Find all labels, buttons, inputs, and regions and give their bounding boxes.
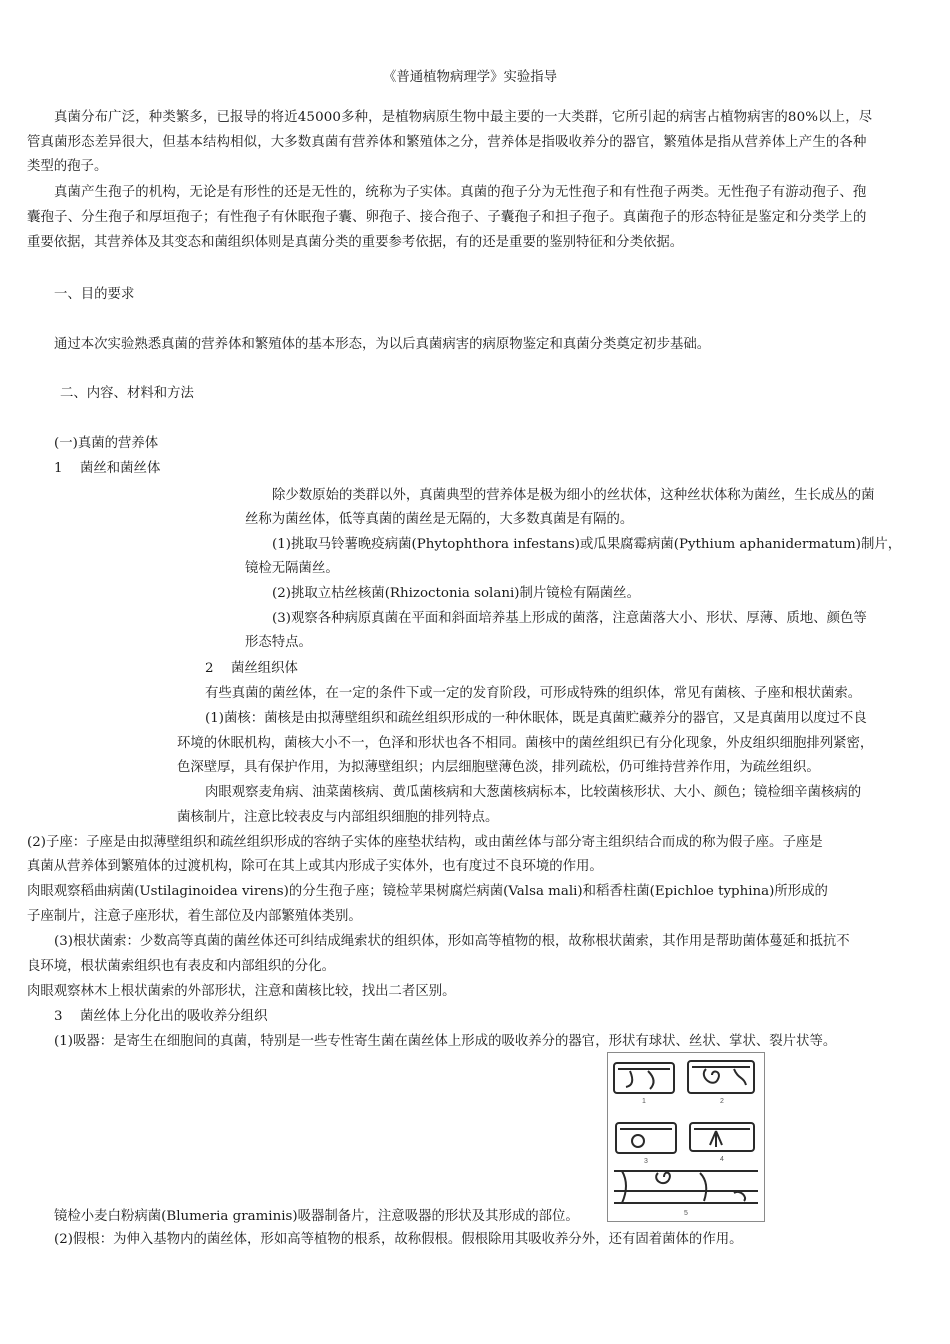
intro-p2-line3: 重要依据，其营养体及其变态和菌组织体则是真菌分类的重要参考依据，有的还是重要的鉴别特征和分类依据。 [27, 235, 684, 250]
rhizomorph-line3: 肉眼观察林木上根状菌索的外部形状，注意和菌核比较，找出二者区别。 [27, 984, 456, 999]
stroma-line3: 肉眼观察稻曲病菌(Ustilaginoidea virens)的分生孢子座；镜检苹果树腐烂病菌(Valsa mali)和稻香柱菌(Epichloe typhina)所形成的 [27, 884, 828, 899]
item1-step3: (3)观察各种病原真菌在平面和斜面培养基上形成的菌落，注意菌落大小、形状、厚薄、质地、颜色等 [272, 611, 867, 626]
intro-p2-line2: 囊孢子、分生孢子和厚垣孢子；有性孢子有休眠孢子囊、卵孢子、接合孢子、子囊孢子和担子孢子。真菌孢子的形态特征是鉴定和分类学上的 [27, 210, 867, 225]
item1-step2: (2)挑取立枯丝核菌(Rhizoctonia solani)制片镜检有隔菌丝。 [272, 586, 640, 601]
haustoria-illustration [608, 1053, 764, 1221]
item1-step1: (1)挑取马铃薯晚疫病菌(Phytophthora infestans)或瓜果腐霉病菌(Pythium aphanidermatum)制片， [272, 537, 902, 552]
figure-label-5: 5 [684, 1210, 688, 1217]
subsection-vegetative: (一)真菌的营养体 [54, 436, 159, 451]
item2-para: 有些真菌的菌丝体，在一定的条件下或一定的发育阶段，可形成特殊的组织体，常见有菌核、子座和根状菌索。 [205, 686, 862, 701]
item1-para-line2: 丝称为菌丝体，低等真菌的菌丝是无隔的，大多数真菌是有隔的。 [245, 512, 634, 527]
item1-number: 1 [54, 461, 63, 476]
sclerotium-line3: 色深壁厚，具有保护作用，为拟薄壁组织；内层细胞壁薄色淡，排列疏松，仍可维持营养作用，为疏丝组织。 [177, 760, 820, 775]
item1-step1-cont: 镜检无隔菌丝。 [245, 561, 339, 576]
intro-p1-line2: 管真菌形态差异很大，但基本结构相似，大多数真菌有营养体和繁殖体之分，营养体是指吸收养分的器官，繁殖体是指从营养体上产生的各种 [27, 135, 867, 150]
figure-label-4: 4 [720, 1156, 724, 1163]
item1-para-line1: 除少数原始的类群以外，真菌典型的营养体是极为细小的丝状体，这种丝状体称为菌丝，生长成丛的菌 [272, 488, 875, 503]
item1-title: 菌丝和菌丝体 [80, 461, 161, 476]
item2-title: 菌丝组织体 [231, 661, 298, 676]
item3-title: 菌丝体上分化出的吸收养分组织 [80, 1009, 268, 1024]
figure-label-1: 1 [642, 1098, 646, 1105]
sclerotium-line1: (1)菌核：菌核是由拟薄壁组织和疏丝组织形成的一种休眠体，既是真菌贮藏养分的器官，又是真菌用以度过不良 [205, 711, 867, 726]
figure-label-2: 2 [720, 1098, 724, 1105]
haustorium-panel-4 [690, 1123, 754, 1151]
section1-heading: 一、目的要求 [54, 287, 135, 302]
stroma-line1: (2)子座：子座是由拟薄壁组织和疏丝组织形成的容纳子实体的座垫状结构，或由菌丝体与部分寄主组织结合而成的称为假子座。子座是 [27, 835, 823, 850]
intro-p1-line3: 类型的孢子。 [27, 159, 108, 174]
page-title: 《普通植物病理学》实验指导 [383, 70, 558, 85]
sclerotium-line2: 环境的休眠机构，菌核大小不一，色泽和形状也各不相同。菌核中的菌丝组织已有分化现象，外皮组织细胞排列紧密， [177, 736, 874, 751]
haustorium-panel-3 [616, 1123, 676, 1153]
section2-heading: 二、内容、材料和方法 [60, 386, 194, 401]
haustorium-panel-2 [688, 1061, 754, 1093]
intro-p1-line1: 真菌分布广泛，种类繁多，已报导的将近45000多种，是植物病原生物中最主要的一大类群，它所引起的病害占植物病害的80%以上，尽 [54, 110, 873, 125]
haustoria-figure [607, 1052, 765, 1222]
rhizomorph-line2: 良环境，根状菌索组织也有表皮和内部组织的分化。 [27, 959, 335, 974]
item1-step3-cont: 形态特点。 [245, 635, 312, 650]
rhizomorph-line1: (3)根状菌索：少数高等真菌的菌丝体还可纠结成绳索状的组织体，形如高等植物的根，故称根状菌索，其作用是帮助菌体蔓延和抵抗不 [54, 934, 850, 949]
haustorium-panel-5 [614, 1171, 758, 1203]
haustoria-text: (1)吸器：是寄生在细胞间的真菌，特别是一些专性寄生菌在菌丝体上形成的吸收养分的器官，形状有球状、丝状、掌状、裂片状等。 [54, 1034, 837, 1049]
rhizoid-text: (2)假根：为伸入基物内的菌丝体，形如高等植物的根系，故称假根。假根除用其吸收养分外，还有固着菌体的作用。 [54, 1232, 743, 1247]
haustorium-panel-1 [614, 1063, 674, 1093]
stroma-line4: 子座制片，注意子座形状，着生部位及内部繁殖体类别。 [27, 909, 362, 924]
item2-number: 2 [205, 661, 214, 676]
sclerotium-line5: 菌核制片，注意比较表皮与内部组织细胞的排列特点。 [177, 810, 499, 825]
haustoria-check: 镜检小麦白粉病菌(Blumeria graminis)吸器制备片，注意吸器的形状及其形成的部位。 [54, 1209, 579, 1224]
figure-label-3: 3 [644, 1158, 648, 1165]
item3-number: 3 [54, 1009, 63, 1024]
stroma-line2: 真菌从营养体到繁殖体的过渡机构，除可在其上或其内形成子实体外，也有度过不良环境的作用。 [27, 859, 603, 874]
intro-p2-line1: 真菌产生孢子的机构，无论是有形性的还是无性的，统称为子实体。真菌的孢子分为无性孢子和有性孢子两类。无性孢子有游动孢子、孢 [54, 185, 867, 200]
section1-text: 通过本次实验熟悉真菌的营养体和繁殖体的基本形态，为以后真菌病害的病原物鉴定和真菌分类奠定初步基础。 [54, 337, 711, 352]
sclerotium-line4: 肉眼观察麦角病、油菜菌核病、黄瓜菌核病和大葱菌核病标本，比较菌核形状、大小、颜色；镜检细辛菌核病的 [205, 785, 862, 800]
